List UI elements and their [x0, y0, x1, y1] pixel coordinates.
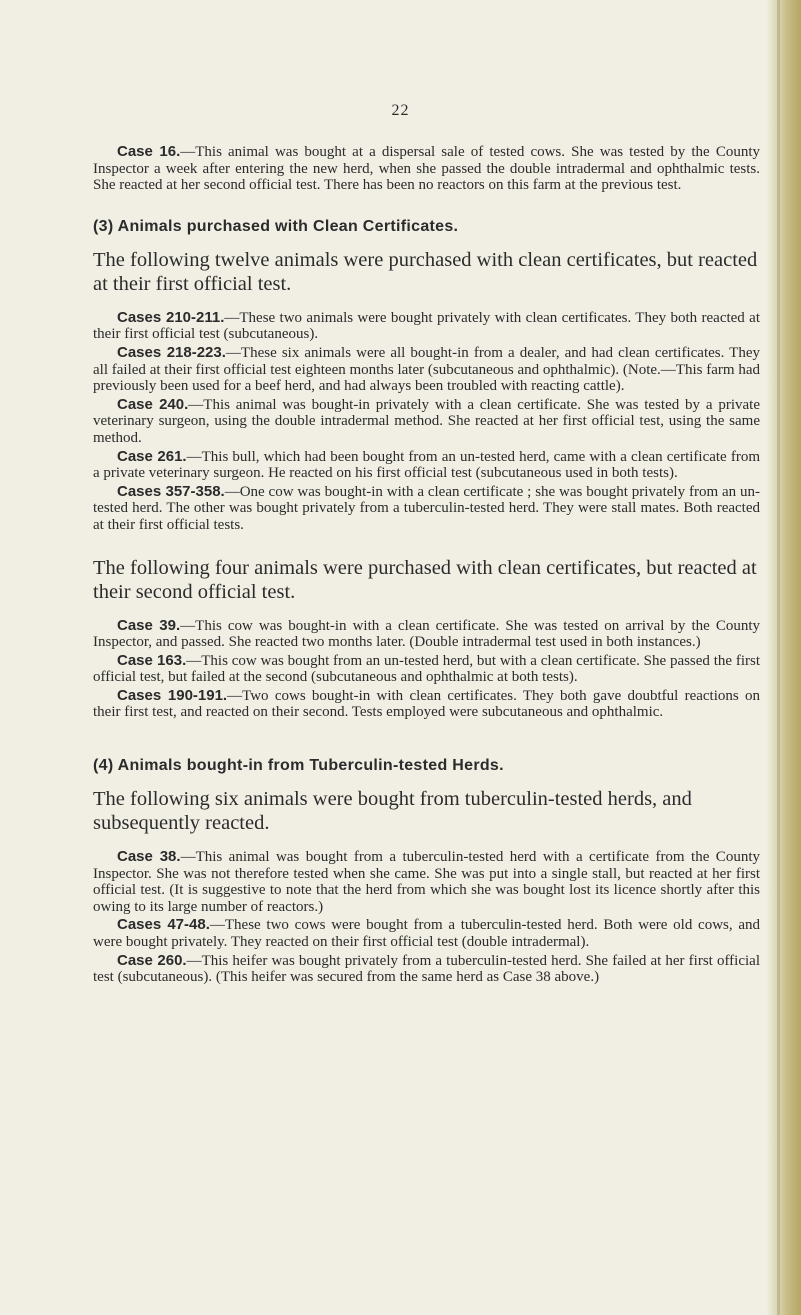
case-lead: Cases 190-191. — [117, 686, 228, 704]
section-intro: The following twelve animals were purchased with clean certificates, but reacted at their first official test. — [93, 248, 758, 295]
section-heading: (3) Animals purchased with Clean Certificates. — [93, 217, 459, 235]
case-lead: Case 240. — [117, 395, 189, 413]
case-lead: Cases 357-358. — [117, 482, 225, 500]
case-text: —This cow was bought from an un-tested herd, but with a clean certificate. She passed the first official test, but failed at the second (subcutaneous and ophthalmic at both tests). — [93, 652, 760, 686]
case-text: —This cow was bought-in with a clean certificate. She was tested on arrival by the County Inspector, and passed. She reacted two months later. (Double intradermal test used in both instances.) — [93, 617, 760, 651]
case-text: —These two cows were bought from a tuberculin-tested herd. Both were old cows, and were bought privately. They reacted on their first official test (double intradermal). — [93, 917, 761, 951]
case-lead: Case 163. — [117, 651, 187, 669]
case-paragraph — [93, 484, 760, 534]
case-text: —This heifer was bought privately from a tuberculin-tested herd. She failed at her first official test (subcutaneous). (This heifer was secured from the same herd as Case 38 above.) — [93, 952, 760, 986]
case-text: —This animal was bought from a tuberculin-tested herd with a certificate from the County Inspector. She was not therefore tested when she came. She was put into a single stall, but reacted at her first official test. (It is suggestive to note that the herd from which she was bought lost its licence shortly after this owing to its large number of reactors.) — [93, 849, 760, 915]
case-lead: Case 16. — [117, 143, 181, 160]
case-text: —These six animals were all bought-in from a dealer, and had clean certificates. They all failed at their first official test eighteen months later (subcutaneous and ophthalmic). (Note.—This farm had previously been used for a beef herd, and had always been troubled with reacting cattle). — [93, 344, 760, 395]
case-lead: Case 38. — [117, 848, 181, 866]
section-intro: The following six animals were bought from tuberculin-tested herds, and subsequently reacted. — [93, 788, 692, 835]
section-heading: (4) Animals bought-in from Tuberculin-tested Herds. — [93, 757, 504, 775]
case-paragraph — [93, 618, 760, 651]
case-text: —Two cows bought-in with clean certificates. They both gave doubtful reactions on their first test, and reacted on their second. Tests employed were subcutaneous and ophthalmic. — [93, 687, 760, 721]
case-text: —This animal was bought-in privately with a clean certificate. She was tested by a private veterinary surgeon, using the double intradermal method. She reacted at her first official test, using the same method. — [93, 396, 760, 446]
book-spine-edge — [767, 0, 801, 1315]
case-paragraph — [93, 653, 760, 686]
case-lead: Case 261. — [117, 447, 187, 465]
case-text: —One cow was bought-in with a clean certificate ; she was bought privately from an un-tested herd. The other was bought privately from a tuberculin-tested herd. They were stall mates. Both reacted at their first official tests. — [93, 483, 760, 533]
case-text: —This bull, which had been bought from an un-tested herd, came with a clean certificate from a private veterinary surgeon. He reacted on his first official test (subcutaneous used in both tests). — [93, 448, 760, 482]
case-paragraph — [93, 688, 760, 721]
page-number: 22 — [391, 102, 410, 119]
case-paragraph — [93, 849, 760, 915]
case-paragraph — [93, 953, 760, 986]
page-body — [93, 144, 760, 988]
case-lead: Case 260. — [117, 951, 187, 969]
case-text: —These two animals were bought privately with clean certificates. They both reacted at their first official test (subcutaneous). — [93, 309, 760, 343]
case-paragraph — [93, 144, 760, 194]
case-paragraph — [93, 397, 760, 447]
case-lead: Case 39. — [117, 616, 181, 634]
case-paragraph — [93, 310, 760, 343]
case-lead: Cases 210-211. — [117, 308, 225, 326]
case-paragraph — [93, 449, 760, 482]
case-text: —This animal was bought at a dispersal sale of tested cows. She was tested by the County Inspector a week after entering the new herd, when she passed the double intradermal and ophthalmic tests. She reacted at her second official test. There has been no reactors on this farm at the previous test. — [93, 144, 760, 194]
section-intro: The following four animals were purchased with clean certificates, but reacted at their second official test. — [93, 556, 757, 603]
case-lead: Cases 47-48. — [117, 916, 210, 934]
case-lead: Cases 218-223. — [117, 343, 226, 361]
case-paragraph — [93, 917, 760, 950]
case-paragraph — [93, 345, 760, 395]
